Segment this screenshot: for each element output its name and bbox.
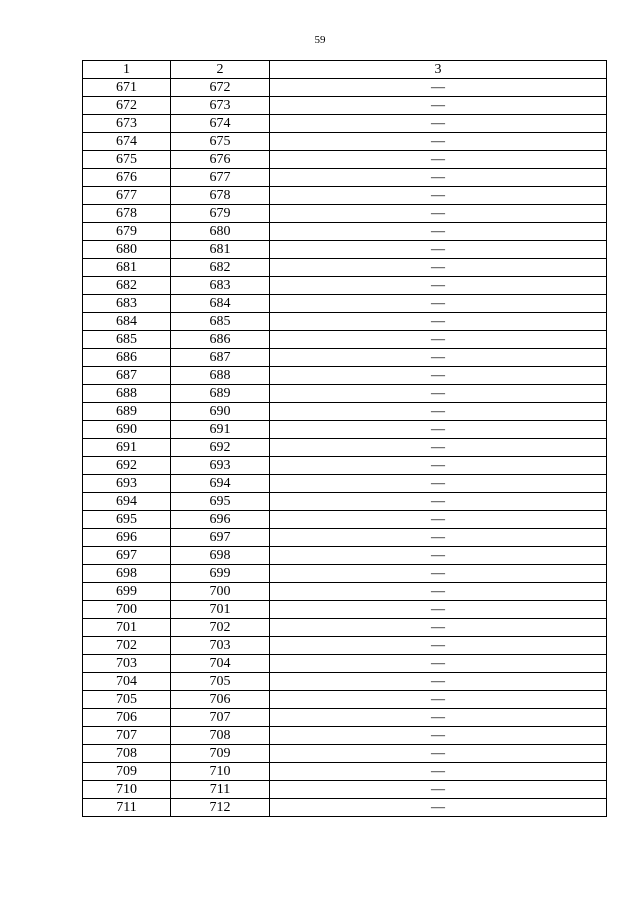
table-cell-col-1: 692 bbox=[83, 457, 171, 475]
table-cell-col-1: 700 bbox=[83, 601, 171, 619]
table-cell-col-1: 704 bbox=[83, 673, 171, 691]
table-cell-col-2: 702 bbox=[171, 619, 270, 637]
table-cell-col-3: — bbox=[270, 349, 607, 367]
table-cell-col-1: 673 bbox=[83, 115, 171, 133]
table-cell-col-1: 707 bbox=[83, 727, 171, 745]
table-cell-col-3: — bbox=[270, 151, 607, 169]
table-cell-col-3: — bbox=[270, 745, 607, 763]
table-row bbox=[83, 709, 607, 727]
table-cell-col-2: 673 bbox=[171, 97, 270, 115]
table-row bbox=[83, 673, 607, 691]
table-cell-col-2: 712 bbox=[171, 799, 270, 817]
table-row bbox=[83, 637, 607, 655]
table-cell-col-3: — bbox=[270, 97, 607, 115]
table-row bbox=[83, 421, 607, 439]
table-cell-col-3: — bbox=[270, 223, 607, 241]
page-number: 59 bbox=[314, 34, 326, 46]
table-cell-col-2: 677 bbox=[171, 169, 270, 187]
table-cell-col-3: — bbox=[270, 133, 607, 151]
table-row bbox=[83, 799, 607, 817]
table-header-row bbox=[83, 61, 607, 79]
table-row bbox=[83, 475, 607, 493]
table-row bbox=[83, 133, 607, 151]
table-row bbox=[83, 385, 607, 403]
table-row bbox=[83, 727, 607, 745]
table-cell-col-3: — bbox=[270, 385, 607, 403]
table-cell-col-3: — bbox=[270, 241, 607, 259]
table-cell-col-2: 679 bbox=[171, 205, 270, 223]
data-table bbox=[82, 60, 607, 817]
table-cell-col-3: — bbox=[270, 673, 607, 691]
table-cell-col-3: — bbox=[270, 403, 607, 421]
column-header-3: 3 bbox=[270, 61, 607, 79]
table-cell-col-2: 675 bbox=[171, 133, 270, 151]
table-cell-col-2: 683 bbox=[171, 277, 270, 295]
table-cell-col-1: 697 bbox=[83, 547, 171, 565]
table-cell-col-2: 674 bbox=[171, 115, 270, 133]
table-cell-col-2: 694 bbox=[171, 475, 270, 493]
table-row bbox=[83, 457, 607, 475]
table-row bbox=[83, 223, 607, 241]
table-cell-col-3: — bbox=[270, 601, 607, 619]
table-row bbox=[83, 439, 607, 457]
table-cell-col-1: 681 bbox=[83, 259, 171, 277]
table-cell-col-3: — bbox=[270, 313, 607, 331]
table-cell-col-3: — bbox=[270, 619, 607, 637]
table-cell-col-2: 681 bbox=[171, 241, 270, 259]
table-cell-col-2: 672 bbox=[171, 79, 270, 97]
table-cell-col-3: — bbox=[270, 169, 607, 187]
table-cell-col-2: 691 bbox=[171, 421, 270, 439]
table-cell-col-1: 671 bbox=[83, 79, 171, 97]
table-row bbox=[83, 619, 607, 637]
table-row bbox=[83, 115, 607, 133]
table-cell-col-3: — bbox=[270, 493, 607, 511]
table-row bbox=[83, 277, 607, 295]
table-cell-col-1: 682 bbox=[83, 277, 171, 295]
table-cell-col-3: — bbox=[270, 205, 607, 223]
table-row bbox=[83, 763, 607, 781]
table-cell-col-1: 696 bbox=[83, 529, 171, 547]
table-cell-col-2: 705 bbox=[171, 673, 270, 691]
table-cell-col-1: 675 bbox=[83, 151, 171, 169]
table-cell-col-1: 709 bbox=[83, 763, 171, 781]
table-cell-col-2: 707 bbox=[171, 709, 270, 727]
table-row bbox=[83, 691, 607, 709]
table-cell-col-3: — bbox=[270, 421, 607, 439]
table-cell-col-1: 679 bbox=[83, 223, 171, 241]
table-cell-col-3: — bbox=[270, 655, 607, 673]
table-cell-col-1: 683 bbox=[83, 295, 171, 313]
table-cell-col-3: — bbox=[270, 637, 607, 655]
table-row bbox=[83, 745, 607, 763]
table-row bbox=[83, 97, 607, 115]
table-cell-col-3: — bbox=[270, 781, 607, 799]
table-cell-col-3: — bbox=[270, 763, 607, 781]
table-cell-col-1: 711 bbox=[83, 799, 171, 817]
table-row bbox=[83, 781, 607, 799]
table-row bbox=[83, 403, 607, 421]
table-row bbox=[83, 655, 607, 673]
table-cell-col-1: 693 bbox=[83, 475, 171, 493]
table-cell-col-2: 711 bbox=[171, 781, 270, 799]
table-cell-col-3: — bbox=[270, 799, 607, 817]
table-cell-col-3: — bbox=[270, 511, 607, 529]
table-cell-col-2: 698 bbox=[171, 547, 270, 565]
column-header-2: 2 bbox=[171, 61, 270, 79]
table-cell-col-2: 680 bbox=[171, 223, 270, 241]
table-cell-col-2: 696 bbox=[171, 511, 270, 529]
table-row bbox=[83, 187, 607, 205]
table-cell-col-1: 687 bbox=[83, 367, 171, 385]
table-cell-col-2: 700 bbox=[171, 583, 270, 601]
table-cell-col-3: — bbox=[270, 457, 607, 475]
table-cell-col-2: 685 bbox=[171, 313, 270, 331]
table-cell-col-1: 694 bbox=[83, 493, 171, 511]
table-cell-col-2: 686 bbox=[171, 331, 270, 349]
table-cell-col-1: 695 bbox=[83, 511, 171, 529]
table-row bbox=[83, 331, 607, 349]
table-row bbox=[83, 349, 607, 367]
table-cell-col-3: — bbox=[270, 439, 607, 457]
table-cell-col-2: 693 bbox=[171, 457, 270, 475]
table-cell-col-2: 692 bbox=[171, 439, 270, 457]
table-cell-col-3: — bbox=[270, 79, 607, 97]
table-cell-col-2: 684 bbox=[171, 295, 270, 313]
table-cell-col-3: — bbox=[270, 709, 607, 727]
table-row bbox=[83, 241, 607, 259]
table-cell-col-3: — bbox=[270, 475, 607, 493]
table-cell-col-1: 710 bbox=[83, 781, 171, 799]
table-cell-col-2: 676 bbox=[171, 151, 270, 169]
table-row bbox=[83, 151, 607, 169]
table-cell-col-1: 701 bbox=[83, 619, 171, 637]
table-cell-col-1: 699 bbox=[83, 583, 171, 601]
table-cell-col-1: 689 bbox=[83, 403, 171, 421]
table-cell-col-1: 708 bbox=[83, 745, 171, 763]
table-cell-col-2: 689 bbox=[171, 385, 270, 403]
table-cell-col-1: 691 bbox=[83, 439, 171, 457]
table-row bbox=[83, 565, 607, 583]
table-cell-col-3: — bbox=[270, 583, 607, 601]
table-cell-col-2: 708 bbox=[171, 727, 270, 745]
table-row bbox=[83, 169, 607, 187]
table-row bbox=[83, 313, 607, 331]
table-row bbox=[83, 205, 607, 223]
table-cell-col-1: 680 bbox=[83, 241, 171, 259]
table-cell-col-1: 677 bbox=[83, 187, 171, 205]
table-cell-col-3: — bbox=[270, 547, 607, 565]
table-cell-col-1: 703 bbox=[83, 655, 171, 673]
table-row bbox=[83, 601, 607, 619]
table-cell-col-3: — bbox=[270, 259, 607, 277]
table-row bbox=[83, 493, 607, 511]
table-cell-col-2: 678 bbox=[171, 187, 270, 205]
table-cell-col-1: 684 bbox=[83, 313, 171, 331]
table-cell-col-1: 688 bbox=[83, 385, 171, 403]
table-cell-col-1: 706 bbox=[83, 709, 171, 727]
table-cell-col-3: — bbox=[270, 529, 607, 547]
column-header-1: 1 bbox=[83, 61, 171, 79]
table-cell-col-3: — bbox=[270, 277, 607, 295]
table-cell-col-1: 705 bbox=[83, 691, 171, 709]
table-cell-col-2: 710 bbox=[171, 763, 270, 781]
table-body bbox=[83, 79, 607, 817]
table-cell-col-2: 703 bbox=[171, 637, 270, 655]
table-cell-col-1: 674 bbox=[83, 133, 171, 151]
table-cell-col-3: — bbox=[270, 187, 607, 205]
table-cell-col-2: 690 bbox=[171, 403, 270, 421]
table-cell-col-2: 704 bbox=[171, 655, 270, 673]
table-row bbox=[83, 295, 607, 313]
table-row bbox=[83, 367, 607, 385]
table-cell-col-2: 699 bbox=[171, 565, 270, 583]
table-cell-col-3: — bbox=[270, 331, 607, 349]
table-cell-col-3: — bbox=[270, 367, 607, 385]
table-cell-col-3: — bbox=[270, 565, 607, 583]
table-cell-col-2: 687 bbox=[171, 349, 270, 367]
table-cell-col-2: 701 bbox=[171, 601, 270, 619]
table-cell-col-2: 697 bbox=[171, 529, 270, 547]
table-row bbox=[83, 547, 607, 565]
table-cell-col-2: 706 bbox=[171, 691, 270, 709]
table-cell-col-3: — bbox=[270, 295, 607, 313]
table-cell-col-3: — bbox=[270, 727, 607, 745]
table-cell-col-1: 702 bbox=[83, 637, 171, 655]
table-cell-col-2: 709 bbox=[171, 745, 270, 763]
table-cell-col-1: 686 bbox=[83, 349, 171, 367]
table-cell-col-2: 682 bbox=[171, 259, 270, 277]
table-row bbox=[83, 511, 607, 529]
table-row bbox=[83, 79, 607, 97]
table-cell-col-1: 672 bbox=[83, 97, 171, 115]
table-cell-col-1: 678 bbox=[83, 205, 171, 223]
table-cell-col-1: 690 bbox=[83, 421, 171, 439]
table-row bbox=[83, 259, 607, 277]
table-cell-col-2: 695 bbox=[171, 493, 270, 511]
table-cell-col-3: — bbox=[270, 691, 607, 709]
table-cell-col-3: — bbox=[270, 115, 607, 133]
table-row bbox=[83, 583, 607, 601]
table-cell-col-1: 685 bbox=[83, 331, 171, 349]
table-cell-col-1: 698 bbox=[83, 565, 171, 583]
table-cell-col-2: 688 bbox=[171, 367, 270, 385]
table-row bbox=[83, 529, 607, 547]
table-cell-col-1: 676 bbox=[83, 169, 171, 187]
